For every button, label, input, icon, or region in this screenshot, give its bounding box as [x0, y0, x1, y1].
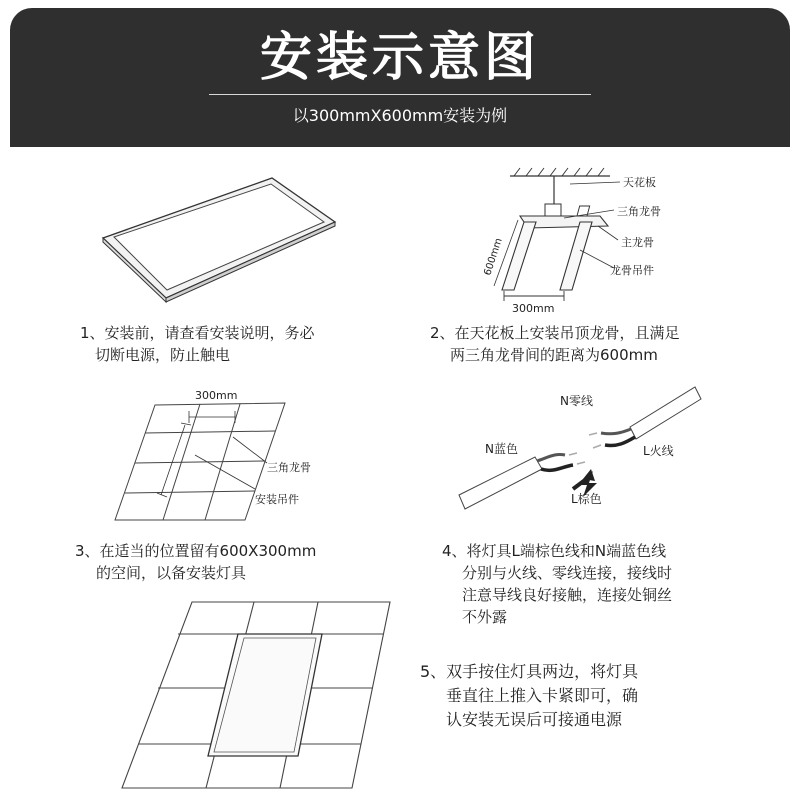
wiring-illustration — [455, 385, 705, 525]
label-n-blue: N蓝色 — [485, 442, 518, 456]
installed-panel-illustration — [120, 598, 400, 793]
label-dim-300: 300mm — [512, 302, 555, 315]
label-triangle-keel: 三角龙骨 — [617, 205, 661, 218]
step-4-text: 4、将灯具L端棕色线和N端蓝色线 分别与火线、零线连接，接线时 注意导线良好接触，连接处铜丝 不外露 — [442, 542, 673, 626]
keel-suspension-illustration — [480, 160, 680, 320]
page-title: 安装示意图 — [259, 28, 540, 88]
header-divider — [209, 94, 591, 95]
ceiling-grid-opening-illustration — [115, 385, 325, 525]
label-install-hanger: 安装吊件 — [255, 493, 299, 506]
label-l-live-line: L火线 — [643, 444, 674, 458]
panel-light-illustration — [100, 170, 340, 305]
step-2-text: 2、在天花板上安装吊顶龙骨，且满足 两三角龙骨间的距离为600mm — [430, 324, 680, 364]
label-triangle-keel: 三角龙骨 — [267, 461, 311, 474]
label-l-brown: L棕色 — [571, 492, 602, 506]
label-ceiling: 天花板 — [623, 176, 656, 189]
step-3-text: 3、在适当的位置留有600X300mm 的空间，以备安装灯具 — [75, 542, 317, 582]
label-n-zero-line: N零线 — [560, 394, 593, 408]
page-subtitle: 以300mmX600mm安装为例 — [292, 106, 508, 125]
label-keel-hanger: 龙骨吊件 — [610, 264, 654, 277]
label-main-keel: 主龙骨 — [621, 236, 654, 249]
step-5-text: 5、双手按住灯具两边，将灯具 垂直往上推入卡紧即可，确 认安装无误后可接通电源 — [420, 662, 639, 729]
label-dim-600: 600mm — [482, 236, 505, 277]
label-dim-300: 300mm — [195, 389, 238, 402]
step-1-text: 1、安装前，请查看安装说明，务必 切断电源，防止触电 — [80, 324, 315, 364]
